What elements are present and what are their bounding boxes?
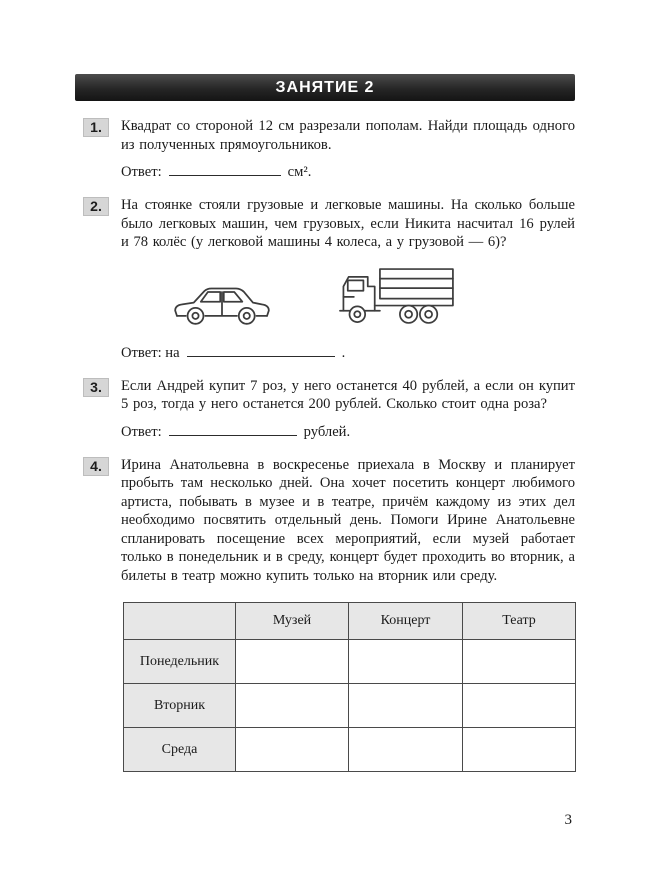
row-label-tuesday: Вторник — [124, 684, 236, 728]
problem-3 — [75, 377, 575, 441]
table-cell — [236, 728, 349, 772]
schedule-table — [123, 602, 576, 772]
answer-blank — [187, 344, 335, 357]
answer-blank — [169, 163, 281, 176]
table-cell — [236, 684, 349, 728]
problem-1-answer-row — [121, 163, 575, 181]
problem-2-number: 2. — [83, 197, 109, 216]
answer-label: Ответ: — [121, 164, 162, 180]
problem-4-number: 4. — [83, 457, 109, 476]
table-cell — [463, 640, 576, 684]
table-row-wednesday — [124, 728, 576, 772]
table-cell — [463, 684, 576, 728]
answer-unit: . — [341, 344, 346, 361]
problem-3-text: Если Андрей купит 7 роз, у него останется 40 рублей, а если он купит 5 роз, тогда у него останется 200 рублей. Сколько стоит одна роза? — [121, 377, 575, 412]
table-row-monday — [124, 640, 576, 684]
problem-2-answer-row — [121, 344, 575, 362]
table-cell — [349, 640, 463, 684]
table-cell — [236, 640, 349, 684]
row-label-monday: Понедельник — [124, 640, 236, 684]
car-icon — [169, 277, 275, 335]
table-header-concert: Концерт — [349, 603, 463, 640]
problem-3-answer-row — [121, 423, 575, 441]
page-number: 3 — [564, 812, 572, 828]
truck-icon — [333, 262, 459, 335]
problem-2-text: На стоянке стояли грузовые и легковые машины. На сколько больше было легковых машин, чем грузовых, если Никита насчитал 16 рулей и 78 колёс (у легковой машины 4 колеса, а у грузовой — 6)? — [121, 197, 575, 250]
table-header-row — [124, 603, 576, 640]
table-cell — [349, 728, 463, 772]
table-header-museum: Музей — [236, 603, 349, 640]
problem-2 — [75, 196, 575, 362]
table-cell — [349, 684, 463, 728]
lesson-title: ЗАНЯТИЕ 2 — [275, 78, 375, 96]
table-header-theatre: Театр — [463, 603, 576, 640]
table-cell — [463, 728, 576, 772]
answer-unit: см². — [287, 164, 312, 180]
answer-label: Ответ: — [121, 423, 162, 440]
answer-blank — [169, 423, 297, 436]
lesson-header-bar — [75, 74, 575, 101]
row-label-wednesday: Среда — [124, 728, 236, 772]
problem-1-number: 1. — [83, 118, 109, 137]
problem-4-text: Ирина Анатольевна в воскресенье приехала в Москву и планирует пробыть там несколько дней. Она хочет посетить концерт любимого артиста, побывать в музее и в театре, причём каждому из этих дел необходимо посвятить отдельный день. Помоги Ирине Анатольевне спланировать посещение всех мероприятий, если музей работает только в понедельник и в среду, концерт будет проходить во вторник, а билеты в театр можно купить только на вторник или среду. — [121, 456, 575, 584]
answer-unit: рублей. — [303, 423, 351, 440]
problem-1 — [75, 117, 575, 181]
problem-3-number: 3. — [83, 378, 109, 397]
answer-label: Ответ: на — [121, 344, 180, 361]
table-row-tuesday — [124, 684, 576, 728]
vehicles-illustration — [169, 262, 575, 335]
table-corner-cell — [124, 603, 236, 640]
problem-1-text: Квадрат со стороной 12 см разрезали пополам. Найди площадь одного из полученных прямоугольников. — [121, 118, 575, 153]
problem-4 — [75, 456, 575, 773]
